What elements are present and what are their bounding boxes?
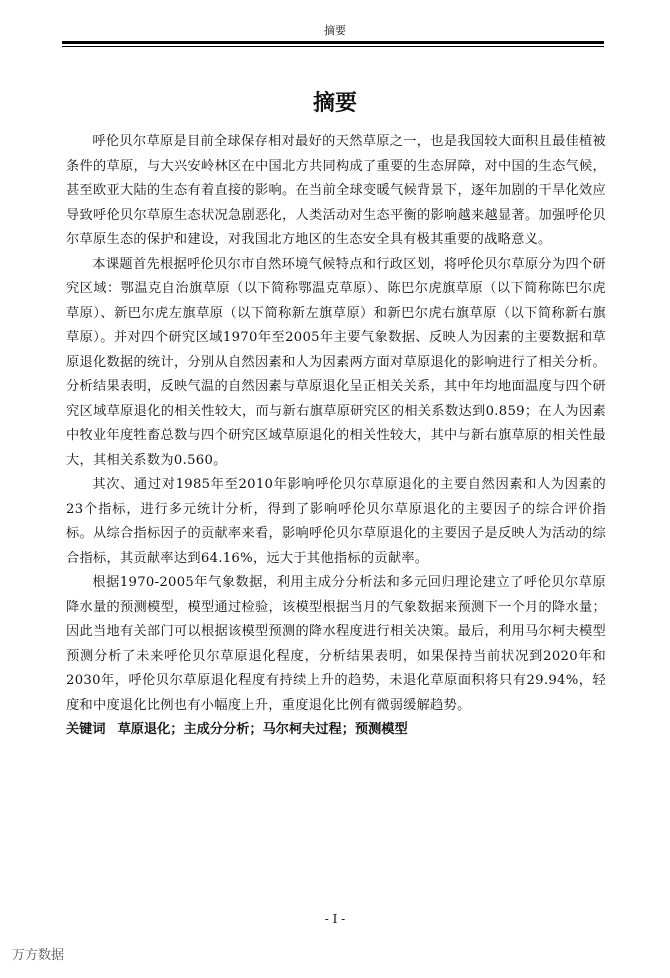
abstract-paragraph-2: 本课题首先根据呼伦贝尔市自然环境气候特点和行政区划，将呼伦贝尔草原分为四个研究区域：鄂温克自治旗草原（以下简称鄂温克草原）、陈巴尔虎旗草原（以下简称陈巴尔虎草原）、新巴尔虎左旗草原（以下简称新左旗草原）和新巴尔虎右旗草原（以下简称新右旗草原）。并对四个研究区域1970年至2005年主要气象数据、反映人为因素的主要数据和草原退化数据的统计，分别从自然因素和人为因素两方面对草原退化的影响进行了相关分析。分析结果表明，反映气温的自然因素与草原退化呈正相关关系，其中年均地面温度与四个研究区域草原退化的相关性较大，而与新右旗草原研究区的相关系数达到0.859；在人为因素中牧业年度牲畜总数与四个研究区域草原退化的相关性较大，其中与新右旗草原的相关性最大，其相关系数为0.560。: [66, 256, 606, 468]
abstract-paragraph-1: 呼伦贝尔草原是目前全球保存相对最好的天然草原之一，也是我国较大面积且最佳植被条件的草原，与大兴安岭林区在中国北方共同构成了重要的生态屏障，对中国的生态气候，甚至欧亚大陆的生态有着直接的影响。在当前全球变暖气候背景下，逐年加剧的干旱化效应导致呼伦贝尔草原生态状况急剧恶化，人类活动对生态平衡的影响越来越显著。加强呼伦贝尔草原生态的保护和建设，对我国北方地区的生态安全具有极其重要的战略意义。: [66, 134, 606, 247]
page-number: - I -: [324, 912, 346, 926]
running-header: 摘要: [324, 24, 346, 37]
page-title: 摘要: [312, 91, 357, 116]
watermark-text: 万方数据: [12, 948, 65, 963]
abstract-paragraph-4: 根据1970-2005年气象数据，利用主成分分析法和多元回归理论建立了呼伦贝尔草原降水量的预测模型，模型通过检验，该模型根据当月的气象数据来预测下一个月的降水量；因此当地有关部门可以根据该模型预测的降水程度进行相关决策。最后，利用马尔柯夫模型预测分析了未来呼伦贝尔草原退化程度，分析结果表明，如果保持当前状况到2020年和2030年，呼伦贝尔草原退化程度有持续上升的趋势，未退化草原面积将只有29.94%，轻度和中度退化比例也有小幅度上升，重度退化比例有微弱缓解趋势。: [66, 575, 606, 713]
header-rule-thick: [62, 41, 604, 44]
abstract-paragraph-3: 其次、通过对1985年至2010年影响呼伦贝尔草原退化的主要自然因素和人为因素的23个指标，进行多元统计分析，得到了影响呼伦贝尔草原退化的主要因子的综合评价指标。从综合指标因子的贡献率来看，影响呼伦贝尔草原退化的主要因子是反映人为活动的综合指标，其贡献率达到64.16%，远大于其他指标的贡献率。: [66, 477, 606, 566]
header-rule-thin: [62, 46, 604, 47]
abstract-body: [66, 130, 606, 743]
keywords-line: [66, 718, 606, 743]
keywords-text: 草原退化；主成分分析；马尔柯夫过程；预测模型: [117, 722, 408, 737]
keywords-label: 关键词: [66, 722, 106, 737]
